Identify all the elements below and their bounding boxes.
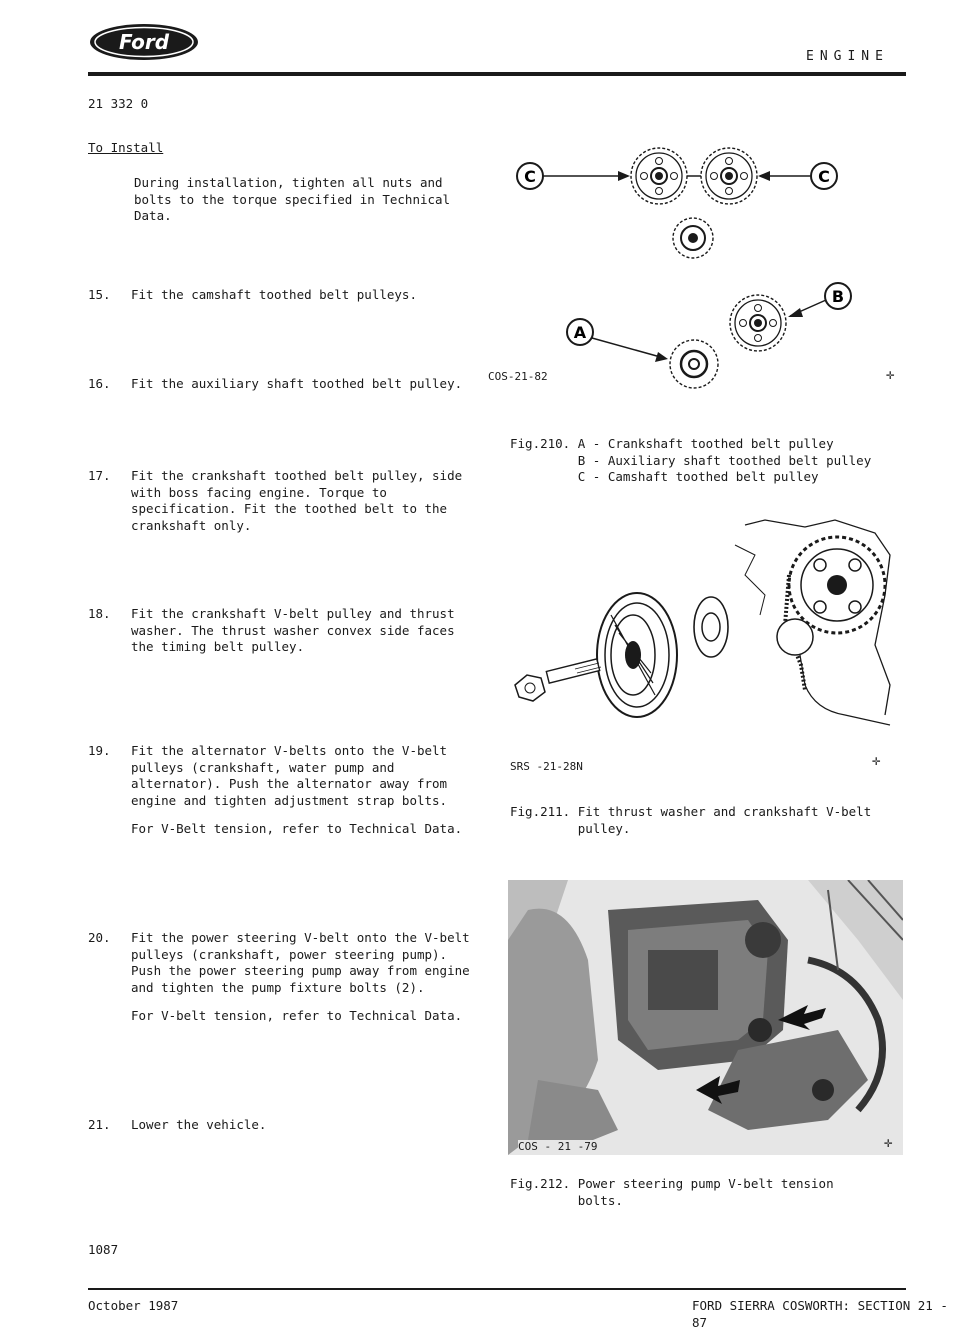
footer-rule — [88, 1288, 906, 1290]
step-17 — [88, 468, 488, 534]
step-20 — [88, 930, 488, 1025]
install-intro: During installation, tighten all nuts and bolts to the torque specified in Technical Data. — [134, 175, 451, 223]
crankshaft-pulley — [670, 340, 718, 388]
crosshair-mark: ✛ — [872, 753, 881, 769]
step-number: 20. — [88, 930, 111, 945]
figure-211-caption: Fig.211. Fit thrust washer and crankshaft V-belt pulley. — [510, 804, 872, 836]
crank-gear — [777, 619, 813, 655]
step-text: Fit the alternator V-belts onto the V-belt pulleys (crankshaft, water pump and alternator). Push the alternator away from engine and tighten adjustment strap bolts. — [131, 743, 448, 808]
callout-label: A — [573, 323, 587, 342]
step-number: 18. — [88, 606, 111, 621]
step-21 — [88, 1117, 488, 1134]
figure-210-code: COS-21-82 — [488, 370, 548, 383]
step-text: Lower the vehicle. — [131, 1117, 267, 1132]
step-text: Fit the crankshaft V-belt pulley and thrust washer. The thrust washer convex side faces the timing belt pulley. — [131, 606, 455, 654]
camshaft-pulley-left — [631, 148, 687, 204]
step-number: 19. — [88, 743, 111, 758]
crosshair-mark: ✛ — [886, 367, 895, 383]
auxiliary-shaft-pulley — [730, 295, 786, 351]
crosshair-mark: ✛ — [884, 1135, 893, 1151]
figure-212-code: COS - 21 -79 — [518, 1140, 598, 1153]
callout-label: C — [818, 167, 830, 186]
step-text: Fit the power steering V-belt onto the V-belt pulleys (crankshaft, power steering pump). Push the power steering pump away from engine and tighten the pump fixture bolts (2). — [131, 930, 470, 995]
step-number: 21. — [88, 1117, 111, 1132]
step-text: Fit the auxiliary shaft toothed belt pulley. — [131, 376, 463, 391]
step-note: For V-belt tension, refer to Technical Data. — [131, 1008, 463, 1023]
step-18 — [88, 606, 488, 656]
step-text: Fit the camshaft toothed belt pulleys. — [131, 287, 417, 302]
step-15 — [88, 287, 488, 304]
step-number: 17. — [88, 468, 111, 483]
pulley-bolt — [546, 659, 599, 683]
step-note: For V-Belt tension, refer to Technical Data. — [131, 821, 463, 836]
footer-title: FORD SIERRA COSWORTH: SECTION 21 - 87 — [692, 1298, 948, 1330]
step-number: 16. — [88, 376, 111, 391]
section-heading: To Install — [88, 140, 164, 155]
figure-210-caption: Fig.210. A - Crankshaft toothed belt pulley B - Auxiliary shaft toothed belt pulley C - Camshaft toothed belt pulley — [510, 436, 872, 484]
thrust-washer — [694, 597, 728, 657]
footer-date: October 1987 — [88, 1298, 179, 1313]
figure-211-code: SRS -21-28N — [510, 760, 583, 773]
figure-210-pulley-diagram — [478, 128, 898, 390]
logo-text: Ford — [118, 30, 170, 54]
step-16 — [88, 376, 488, 393]
reference-code: 21 332 0 — [88, 96, 149, 111]
callout-label: B — [831, 287, 845, 306]
fixture-bolt — [812, 1079, 834, 1101]
callout-label: C — [524, 167, 536, 186]
step-text: Fit the crankshaft toothed belt pulley, side with boss facing engine. Torque to specification. Fit the toothed belt to the crankshaft only. — [131, 468, 463, 533]
step-19 — [88, 743, 488, 838]
header-rule — [88, 72, 906, 76]
section-name: ENGINE — [806, 49, 889, 64]
fixture-bolt — [748, 1018, 772, 1042]
ford-logo — [88, 22, 200, 62]
figure-212-caption: Fig.212. Power steering pump V-belt tension bolts. — [510, 1176, 834, 1208]
figure-212-photo — [508, 880, 903, 1155]
page-number: 1087 — [88, 1242, 119, 1257]
figure-211-drawing — [505, 515, 895, 755]
step-number: 15. — [88, 287, 111, 302]
camshaft-pulley-right — [701, 148, 757, 204]
